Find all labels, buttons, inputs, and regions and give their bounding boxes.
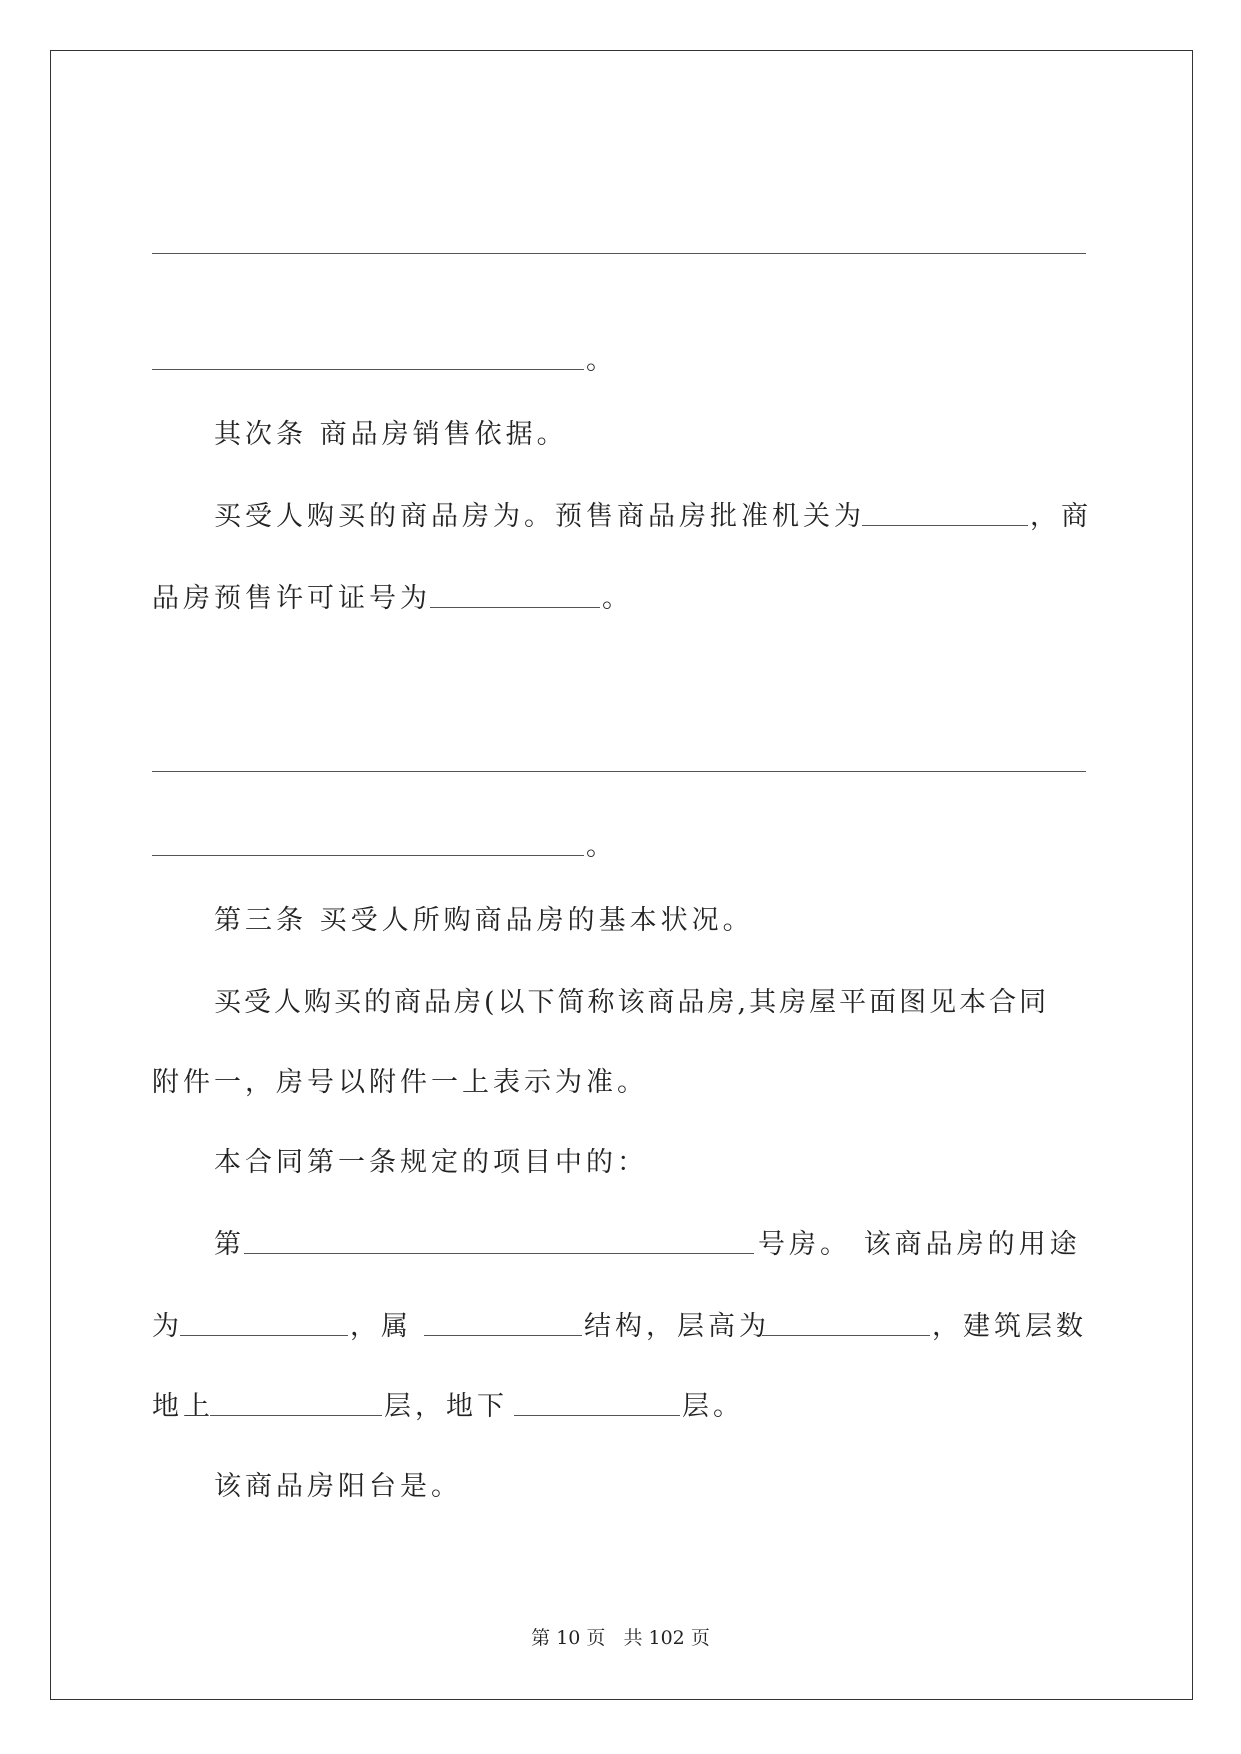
blank-fill-row — [0, 746, 1241, 780]
paragraph-line: 买受人购买的商品房(以下简称该商品房,其房屋平面图见本合同 — [214, 987, 1050, 1018]
fill-line — [862, 525, 1028, 526]
page-number: 第 10 页 — [531, 1627, 606, 1649]
article-heading: 其次条 商品房销售依据。 — [214, 419, 568, 450]
fill-line — [152, 253, 1086, 254]
paragraph-line: 品房预售许可证号为 。 — [152, 583, 629, 614]
paragraph-line: 地上 层，地下 层。 — [152, 1391, 744, 1422]
blank-fill-row — [0, 344, 1241, 378]
fill-line — [152, 369, 584, 370]
fill-line — [210, 1415, 382, 1416]
fill-line — [514, 1415, 680, 1416]
paragraph-line: 本合同第一条规定的项目中的： — [214, 1147, 648, 1178]
fill-line — [152, 855, 584, 856]
fill-line — [152, 771, 1086, 772]
fill-line — [430, 607, 600, 608]
period: 。 — [586, 345, 613, 376]
page-total: 共 102 页 — [623, 1627, 710, 1649]
blank-fill-row — [0, 228, 1241, 262]
paragraph-line: 第 号房。 该商品房的用途 — [214, 1229, 1081, 1260]
fill-line — [180, 1335, 348, 1336]
paragraph-line: 为 ，属 结构，层高为 ，建筑层数 — [152, 1311, 1087, 1342]
fill-line — [424, 1335, 582, 1336]
paragraph-line: 附件一，房号以附件一上表示为准。 — [152, 1067, 648, 1098]
paragraph-line: 该商品房阳台是。 — [214, 1471, 462, 1502]
period: 。 — [586, 831, 613, 862]
article-heading: 第三条 买受人所购商品房的基本状况。 — [214, 905, 754, 936]
paragraph-line: 买受人购买的商品房为。预售商品房批准机关为 ，商 — [214, 501, 1092, 532]
fill-line — [244, 1253, 754, 1254]
blank-fill-row — [0, 830, 1241, 864]
page-footer — [0, 1626, 1241, 1650]
fill-line — [762, 1335, 930, 1336]
page-border — [50, 50, 1193, 1700]
